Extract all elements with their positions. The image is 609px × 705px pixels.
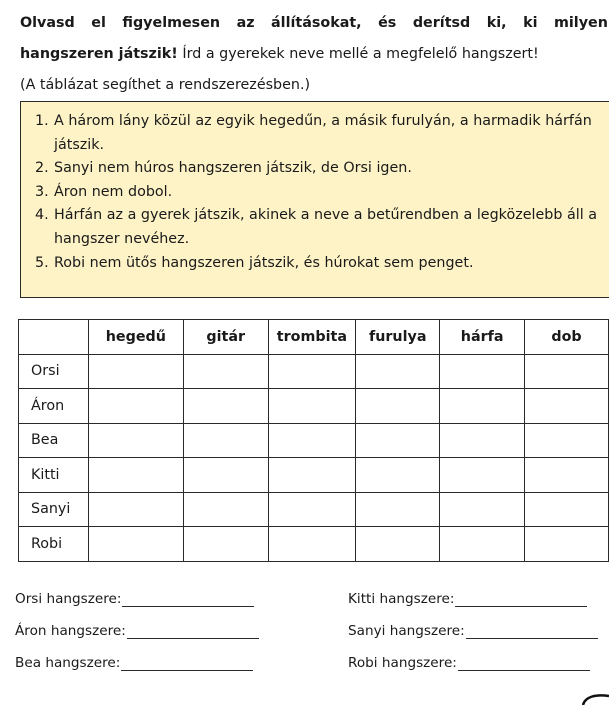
- grid-cell[interactable]: [268, 458, 356, 493]
- clue-item: [35, 181, 609, 205]
- answer-label: Kitti hangszere:: [348, 591, 455, 607]
- grid-row: [19, 354, 609, 389]
- answer-item: [348, 591, 587, 607]
- instruction-word: ki,: [486, 15, 507, 31]
- child-name: Áron: [19, 389, 89, 424]
- clue-text: Hárfán az a gyerek játszik, akinek a neve a betűrendben a legközelebb áll a hangszer nevéhez.: [54, 207, 597, 247]
- grid-cell[interactable]: [88, 492, 183, 527]
- instruction-word: derítsd: [412, 15, 471, 31]
- grid-cell[interactable]: [88, 423, 183, 458]
- grid-cell[interactable]: [268, 389, 356, 424]
- answer-row: [15, 655, 609, 687]
- grid-cell[interactable]: [440, 389, 525, 424]
- grid-cell[interactable]: [356, 423, 440, 458]
- grid-cell[interactable]: [356, 458, 440, 493]
- grid-cell[interactable]: [184, 458, 269, 493]
- grid-cell[interactable]: [356, 354, 440, 389]
- instrument-header: dob: [525, 320, 609, 355]
- instruction-word: el: [91, 15, 106, 31]
- logic-grid: [18, 319, 609, 562]
- child-name: Bea: [19, 423, 89, 458]
- instruction-bold: hangszeren játszik!: [20, 46, 178, 62]
- grid-cell[interactable]: [268, 354, 356, 389]
- instructions-hint: (A táblázat segíthet a rendszerezésben.): [20, 77, 311, 93]
- clues-list: [21, 102, 609, 275]
- grid-cell[interactable]: [184, 354, 269, 389]
- child-name: Robi: [19, 527, 89, 562]
- child-name: Kitti: [19, 458, 89, 493]
- clue-item: [35, 252, 609, 276]
- answer-item: [348, 623, 598, 639]
- grid-cell[interactable]: [88, 527, 183, 562]
- grid-cell[interactable]: [356, 389, 440, 424]
- instructions: [20, 8, 608, 101]
- grid-cell[interactable]: [268, 492, 356, 527]
- grid-row: [19, 458, 609, 493]
- grid-cell[interactable]: [184, 492, 269, 527]
- instructions-line-2: [20, 39, 608, 70]
- grid-cell[interactable]: [356, 527, 440, 562]
- clues-box: [20, 101, 609, 298]
- instrument-header: hegedű: [88, 320, 183, 355]
- clue-number: 3.: [35, 183, 49, 200]
- instruction-word: milyen: [554, 15, 608, 31]
- instruction-text: Írd a gyerekek neve mellé a megfelelő hangszert!: [177, 46, 539, 62]
- instruction-word: ki: [523, 15, 538, 31]
- grid-row: [19, 527, 609, 562]
- grid-row: [19, 492, 609, 527]
- answer-blank[interactable]: [455, 592, 587, 607]
- answer-label: Áron hangszere:: [15, 623, 126, 639]
- instruction-word: és: [378, 15, 397, 31]
- grid-cell[interactable]: [184, 389, 269, 424]
- grid-cell[interactable]: [88, 458, 183, 493]
- answer-section: [15, 591, 609, 687]
- answer-label: Bea hangszere:: [15, 655, 121, 671]
- answer-item: [15, 591, 254, 607]
- clue-text: Robi nem ütős hangszeren játszik, és húrokat sem penget.: [54, 254, 474, 271]
- grid-cell[interactable]: [88, 389, 183, 424]
- grid-cell[interactable]: [525, 354, 609, 389]
- grid-row: [19, 389, 609, 424]
- grid-cell[interactable]: [268, 423, 356, 458]
- grid-cell[interactable]: [525, 492, 609, 527]
- answer-row: [15, 591, 609, 623]
- clue-number: 4.: [35, 207, 49, 224]
- clue-number: 2.: [35, 160, 49, 177]
- child-name: Sanyi: [19, 492, 89, 527]
- answer-label: Robi hangszere:: [348, 655, 457, 671]
- clue-text: A három lány közül az egyik hegedűn, a másik furulyán, a harmadik hárfán játszik.: [54, 113, 592, 153]
- grid-cell[interactable]: [440, 458, 525, 493]
- clue-item: [35, 110, 609, 157]
- grid-header-row: [19, 320, 609, 355]
- grid-cell[interactable]: [440, 354, 525, 389]
- instrument-header: trombita: [268, 320, 356, 355]
- answer-blank[interactable]: [122, 592, 254, 607]
- grid-cell[interactable]: [525, 423, 609, 458]
- grid-cell[interactable]: [184, 527, 269, 562]
- answer-blank[interactable]: [127, 624, 259, 639]
- grid-row: [19, 423, 609, 458]
- grid-cell[interactable]: [184, 423, 269, 458]
- grid-cell[interactable]: [525, 389, 609, 424]
- child-name: Orsi: [19, 354, 89, 389]
- instruction-word: Olvasd: [20, 15, 75, 31]
- instruction-word: állításokat,: [271, 15, 362, 31]
- answer-blank[interactable]: [466, 624, 598, 639]
- answer-item: [348, 655, 590, 671]
- grid-cell[interactable]: [356, 492, 440, 527]
- answer-row: [15, 623, 609, 655]
- grid-cell[interactable]: [440, 492, 525, 527]
- clue-item: [35, 157, 609, 181]
- clue-text: Sanyi nem húros hangszeren játszik, de Orsi igen.: [54, 160, 412, 177]
- instruction-word: az: [236, 15, 255, 31]
- clue-text: Áron nem dobol.: [54, 183, 173, 200]
- grid-cell[interactable]: [525, 527, 609, 562]
- grid-cell[interactable]: [440, 423, 525, 458]
- answer-item: [15, 623, 259, 639]
- instruction-word: figyelmesen: [122, 15, 221, 31]
- answer-blank[interactable]: [121, 656, 253, 671]
- grid-cell[interactable]: [440, 527, 525, 562]
- instrument-header: furulya: [356, 320, 440, 355]
- grid-cell[interactable]: [88, 354, 183, 389]
- answer-label: Orsi hangszere:: [15, 591, 122, 607]
- instrument-header: hárfa: [440, 320, 525, 355]
- clue-number: 1.: [35, 113, 49, 129]
- decorative-swirl-icon: [569, 691, 609, 705]
- grid-cell[interactable]: [525, 458, 609, 493]
- clue-item: [35, 204, 609, 251]
- grid-cell[interactable]: [268, 527, 356, 562]
- answer-label: Sanyi hangszere:: [348, 623, 465, 639]
- answer-blank[interactable]: [458, 656, 590, 671]
- grid-corner-cell: [19, 320, 89, 355]
- clue-number: 5.: [35, 254, 49, 271]
- instrument-header: gitár: [184, 320, 269, 355]
- instructions-line-1: [20, 8, 608, 39]
- answer-item: [15, 655, 253, 671]
